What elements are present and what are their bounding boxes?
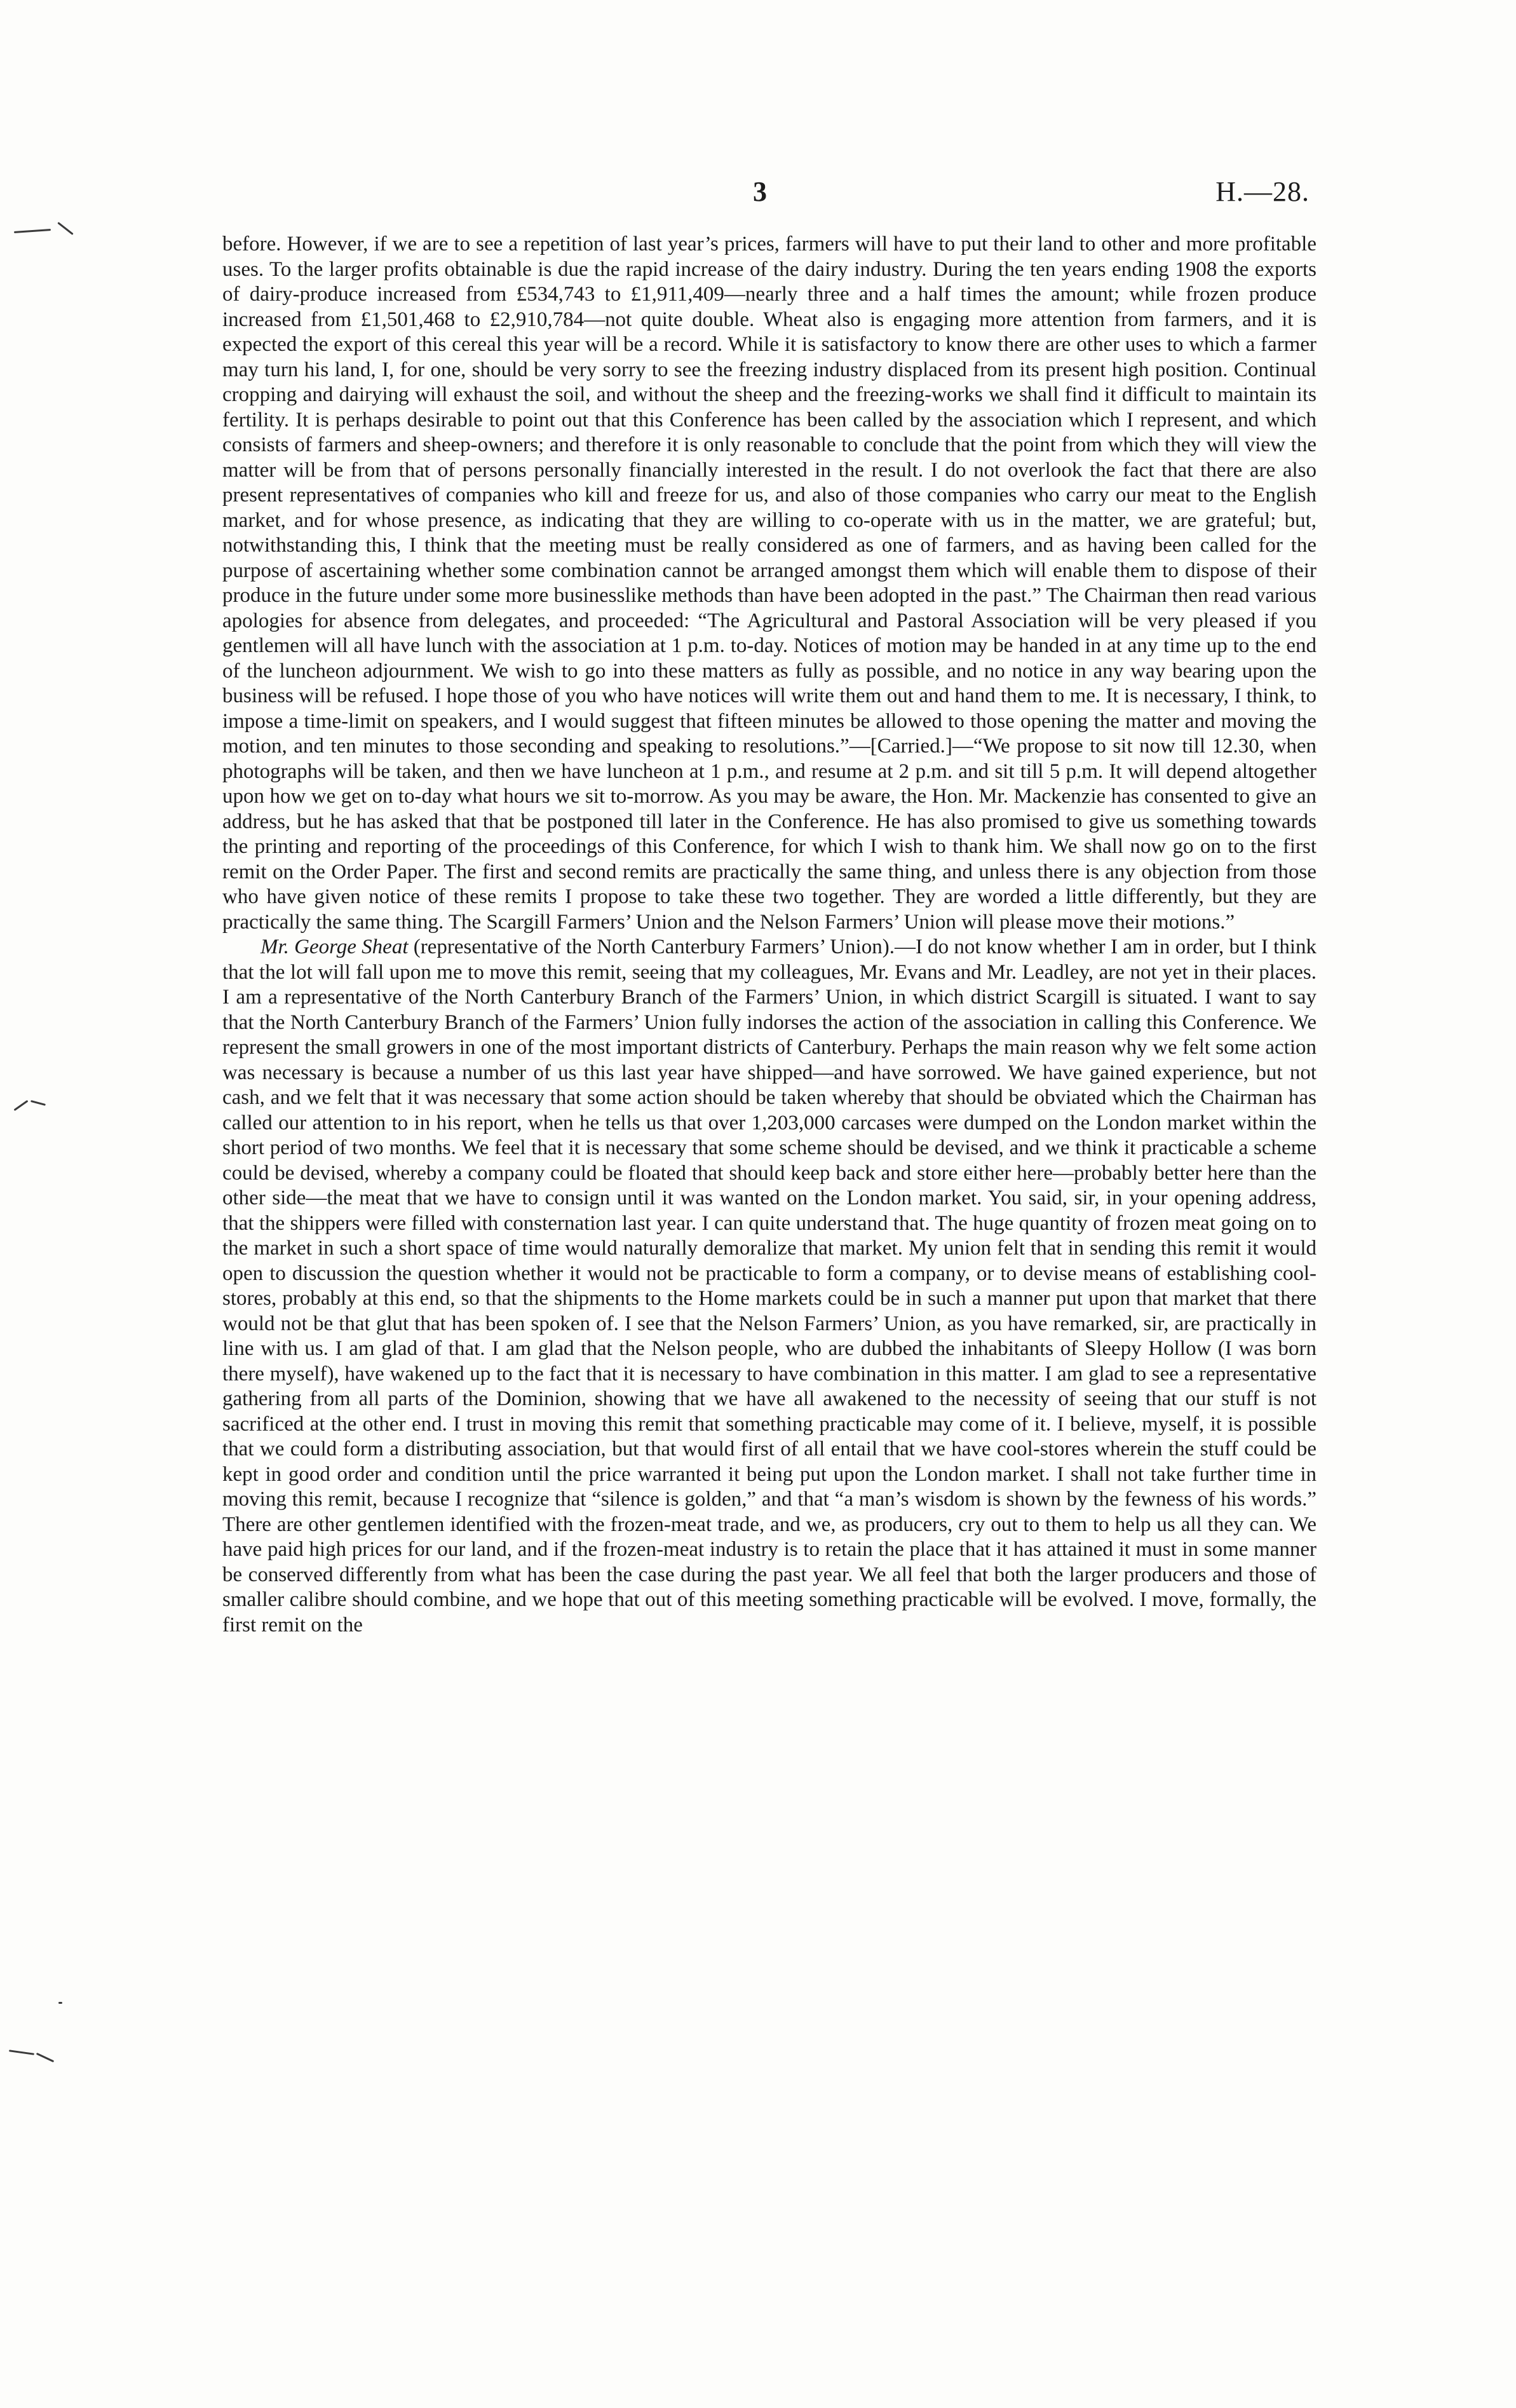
paragraph: before. However, if we are to see a repetition of last year’s prices, farmers will have to put their land to other and more profitable uses. To the larger profits obtainable is due the rapid increase of the dairy industry. During the ten years ending 1908 the exports of dairy-produce increased from £534,743 to £1,911,409—nearly three and a half times the amount; while frozen produce increased from £1,501,468 to £2,910,784—not quite double. Wheat also is engaging more attention from farmers, and it is expected the export of this cereal this year will be a record. While it is satisfactory to know there are other uses to which a farmer may turn his land, I, for one, should be very sorry to see the freezing industry displaced from its present high position. Continual cropping and dairying will exhaust the soil, and without the sheep and the freezing-works we shall find it difficult to maintain its fertility. It is perhaps desirable to point out that this Conference has been called by the association which I represent, and which consists of farmers and sheep-owners; and therefore it is only reasonable to conclude that the point from which they will view the matter will be from that of persons personally financially interested in the result. I do not overlook the fact that there are also present representatives of companies who kill and freeze for us, and also of those companies who carry our meat to the English market, and for whose presence, as indicating that they are willing to co-operate with us in the matter, we are grateful; but, notwithstanding this, I think that the meeting must be really considered as one of farmers, and as having been called for the purpose of ascertaining whether some combination cannot be arranged amongst them which will enable them to dispose of their produce in the future under some more businesslike methods than have been adopted in the past.” The Chairman then read various apologies for absence from delegates, and proceeded: “The Agricultural and Pastoral Association will be very pleased if you gentlemen will all have lunch with the association at 1 p.m. to-day. Notices of motion may be handed in at any time up to the end of the luncheon adjournment. We wish to go into these matters as fully as possible, and no notice in any way bearing upon the business will be refused. I hope those of you who have notices will write them out and hand them to me. It is necessary, I think, to impose a time-limit on speakers, and I would suggest that fifteen minutes be allowed to those opening the matter and moving the motion, and ten minutes to those seconding and speaking to resolutions.”—[Carried.]—“We propose to sit now till 12.30, when photographs will be taken, and then we have luncheon at 1 p.m., and resume at 2 p.m. and sit till 5 p.m. It will depend altogether upon how we get on to-day what hours we sit to-morrow. As you may be aware, the Hon. Mr. Mackenzie has consented to give an address, but he has asked that that be postponed till later in the Conference. He has also promised to give us something towards the printing and reporting of the proceedings of this Conference, for which I wish to thank him. We shall now go on to the first remit on the Order Paper. The first and second remits are practically the same thing, and unless there is any objection from those who have given notice of these remits I propose to take these two together. They are worded a little differently, but they are practically the same thing. The Scargill Farmers’ Union and the Nelson Farmers’ Union will please move their motions.” (222, 233, 1316, 934)
page-number: 3 (753, 176, 767, 207)
document-reference: H.—28. (1215, 176, 1310, 207)
margin-mark (14, 229, 51, 233)
speaker-name: Mr. George Sheat (261, 935, 409, 958)
margin-mark (58, 2002, 62, 2004)
margin-mark (57, 222, 73, 235)
margin-mark (30, 1100, 46, 1106)
speech-text: (representative of the North Canterbury Farmers’ Union).—I do not know whether I am in order, but I think that the lot will fall upon me to move this remit, seeing that my colleagues, Mr. Evans and Mr. Leadley, are not yet in their places. I am a representative of the North Canterbury Branch of the Farmers’ Union, in which district Scargill is situated. I want to say that the North Canterbury Branch of the Farmers’ Union fully indorses the action of the association in calling this Conference. We represent the small growers in one of the most important districts of Canterbury. Perhaps the main reason why we felt some action was necessary is because a number of us this last year have shipped—and have sorrowed. We have gained experience, but not cash, and we felt that it was necessary that some action should be taken whereby that should be obviated which the Chairman has called our attention to in his report, when he tells us that over 1,203,000 carcases were dumped on the London market within the short period of two months. We feel that it is necessary that some scheme should be devised, and we think it practicable a scheme could be devised, whereby a company could be floated that should keep back and store either here—probably better here than the other side—the meat that we have to consign until it was wanted on the London market. You said, sir, in your opening address, that the shippers were filled with consternation last year. I can quite understand that. The huge quantity of frozen meat going on to the market in such a short space of time would naturally demoralize that market. My union felt that in sending this remit it would open to discussion the question whether it would not be practicable to form a company, or to devise means of establishing cool-stores, probably at this end, so that the shipments to the Home markets could be in such a manner put upon that market that there would not be that glut that has been spoken of. I see that the Nelson Farmers’ Union, as you have remarked, sir, are practically in line with us. I am glad of that. I am glad that the Nelson people, who are dubbed the inhabitants of Sleepy Hollow (I was born there myself), have wakened up to the fact that it is necessary to have combination in this matter. I am glad to see a representative gathering from all parts of the Dominion, showing that we have all awakened to the necessity of seeing that our stuff is not sacrificed at the other end. I trust in moving this remit that something practicable may come of it. I believe, myself, it is possible that we could form a distributing association, but that would first of all entail that we have cool-stores wherein the stuff could be kept in good order and condition until the price warranted it being put upon the London market. I shall not take further time in moving this remit, because I recognize that “silence is golden,” and that “a man’s wisdom is shown by the fewness of his words.” There are other gentlemen identified with the frozen-meat trade, and we, as producers, cry out to them to help us all they can. We have paid high prices for our land, and if the frozen-meat industry is to retain the place that it has attained it must in some manner be conserved differently from what has been the case during the past year. We all feel that both the larger producers and those of smaller calibre should combine, and we hope that out of this meeting something practicable will be evolved. I move, formally, the first remit on the (222, 935, 1316, 1636)
body-text (222, 232, 1316, 1638)
margin-mark (13, 1100, 28, 1111)
paragraph (222, 935, 1316, 1638)
margin-mark (9, 2050, 34, 2055)
page-header (0, 173, 1516, 211)
margin-mark (36, 2053, 54, 2062)
